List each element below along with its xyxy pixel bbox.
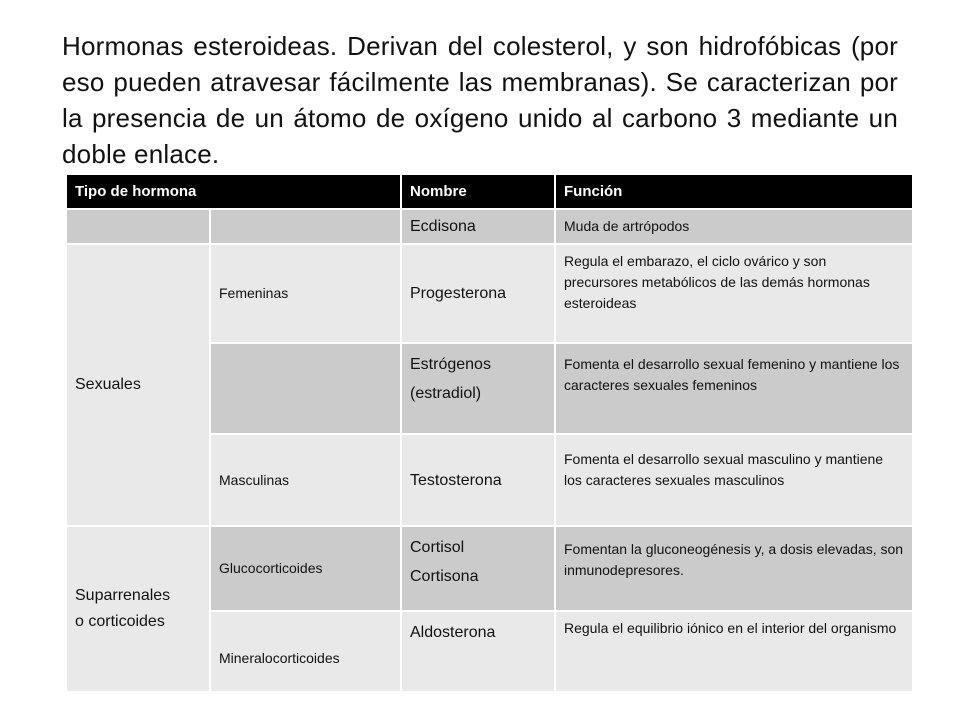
nombre-estrogenos-line1: Estrógenos [410,356,491,373]
subtipo-femeninas: Femeninas [210,244,401,343]
subtipo-mineralocorticoides: Mineralocorticoides [210,611,401,692]
table-row-progesterona [66,244,913,343]
intro-paragraph: Hormonas esteroideas. Derivan del colesterol, y son hidrofóbicas (por eso pueden atravesar fácilmente las membranas). Se caracterizan por la presencia de un átomo de oxígeno unido al carbono 3 mediante un doble enlace. [62,31,898,169]
header-tipo: Tipo de hormona [66,174,401,209]
table-row-ecdisona [66,209,913,244]
nombre-cortisol-line2: Cortisona [410,568,479,585]
table-row-cortisol [66,526,913,611]
nombre-testosterona: Testosterona [401,434,555,526]
funcion-cortisol: Fomentan la gluconeogénesis y, a dosis elevadas, son inmunodepresores. [555,526,913,611]
empty-cell [66,209,210,244]
funcion-progesterona: Regula el embarazo, el ciclo ovárico y son precursores metabólicos de las demás hormonas esteroideas [555,244,913,343]
nombre-cortisol [401,526,555,611]
table-header-row [66,174,913,209]
nombre-estrogenos [401,343,555,434]
funcion-testosterona: Fomenta el desarrollo sexual masculino y mantiene los caracteres sexuales masculinos [555,434,913,526]
nombre-estrogenos-line2: (estradiol) [410,385,482,402]
subtipo-glucocorticoides: Glucocorticoides [210,526,401,611]
nombre-aldosterona: Aldosterona [401,611,555,692]
tipo-suprarrenales-line2: o corticoides [75,613,165,630]
tipo-sexuales: Sexuales [66,244,210,526]
funcion-ecdisona: Muda de artrópodos [555,209,913,244]
nombre-cortisol-line1: Cortisol [410,539,465,556]
tipo-suprarrenales-line1: Suparrenales [75,587,171,604]
empty-cell [210,209,401,244]
funcion-estrogenos: Fomenta el desarrollo sexual femenino y mantiene los caracteres sexuales femeninos [555,343,913,434]
hormone-table [65,173,914,693]
empty-cell [210,343,401,434]
nombre-ecdisona: Ecdisona [401,209,555,244]
header-nombre: Nombre [401,174,555,209]
funcion-aldosterona: Regula el equilibrio iónico en el interior del organismo [555,611,913,692]
header-funcion: Función [555,174,913,209]
subtipo-masculinas: Masculinas [210,434,401,526]
tipo-suprarrenales [66,526,210,692]
nombre-progesterona: Progesterona [401,244,555,343]
